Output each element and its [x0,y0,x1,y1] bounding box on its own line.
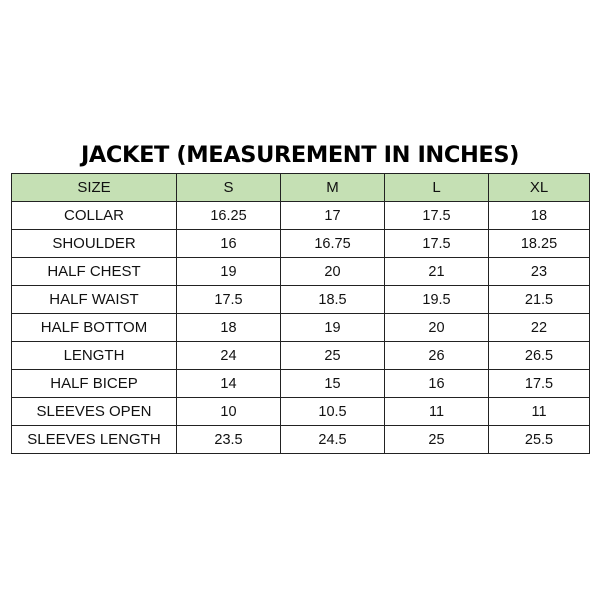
column-header-m: M [281,174,385,202]
table-cell: 25 [385,426,489,454]
table-cell: 24.5 [281,426,385,454]
table-row [12,314,590,342]
table-cell: 20 [385,314,489,342]
table-cell: 17.5 [385,230,489,258]
table-cell: 18 [177,314,281,342]
size-chart-table [11,173,590,454]
table-cell: 18.25 [489,230,590,258]
table-cell: 19 [281,314,385,342]
table-cell: 26.5 [489,342,590,370]
table-cell: 18 [489,202,590,230]
table-cell: 19.5 [385,286,489,314]
table-row [12,286,590,314]
table-row [12,426,590,454]
table-row [12,202,590,230]
table-cell: 25 [281,342,385,370]
table-row [12,370,590,398]
table-cell: 16 [177,230,281,258]
header-row [12,174,590,202]
table-cell: 17 [281,202,385,230]
table-cell: 10.5 [281,398,385,426]
table-cell: 11 [385,398,489,426]
row-label: LENGTH [12,342,177,370]
table-row [12,258,590,286]
table-cell: 26 [385,342,489,370]
table-cell: 23 [489,258,590,286]
table-cell: 21.5 [489,286,590,314]
table-cell: 22 [489,314,590,342]
table-cell: 24 [177,342,281,370]
page-title: JACKET (MEASUREMENT IN INCHES) [80,142,520,168]
table-cell: 17.5 [489,370,590,398]
table-cell: 25.5 [489,426,590,454]
table-cell: 18.5 [281,286,385,314]
row-label: SHOULDER [12,230,177,258]
table-body [12,202,590,454]
column-header-size: SIZE [12,174,177,202]
table-header [12,174,590,202]
row-label: HALF BICEP [12,370,177,398]
table-row [12,398,590,426]
table-cell: 20 [281,258,385,286]
row-label: HALF CHEST [12,258,177,286]
column-header-xl: XL [489,174,590,202]
column-header-s: S [177,174,281,202]
table-cell: 15 [281,370,385,398]
row-label: SLEEVES OPEN [12,398,177,426]
table-cell: 17.5 [385,202,489,230]
table-cell: 11 [489,398,590,426]
table-cell: 16.75 [281,230,385,258]
table-cell: 16 [385,370,489,398]
row-label: COLLAR [12,202,177,230]
table-cell: 23.5 [177,426,281,454]
table-row [12,342,590,370]
table-row [12,230,590,258]
column-header-l: L [385,174,489,202]
table-cell: 10 [177,398,281,426]
table-cell: 17.5 [177,286,281,314]
table-cell: 21 [385,258,489,286]
table-cell: 16.25 [177,202,281,230]
row-label: SLEEVES LENGTH [12,426,177,454]
row-label: HALF WAIST [12,286,177,314]
table-cell: 14 [177,370,281,398]
table-cell: 19 [177,258,281,286]
row-label: HALF BOTTOM [12,314,177,342]
